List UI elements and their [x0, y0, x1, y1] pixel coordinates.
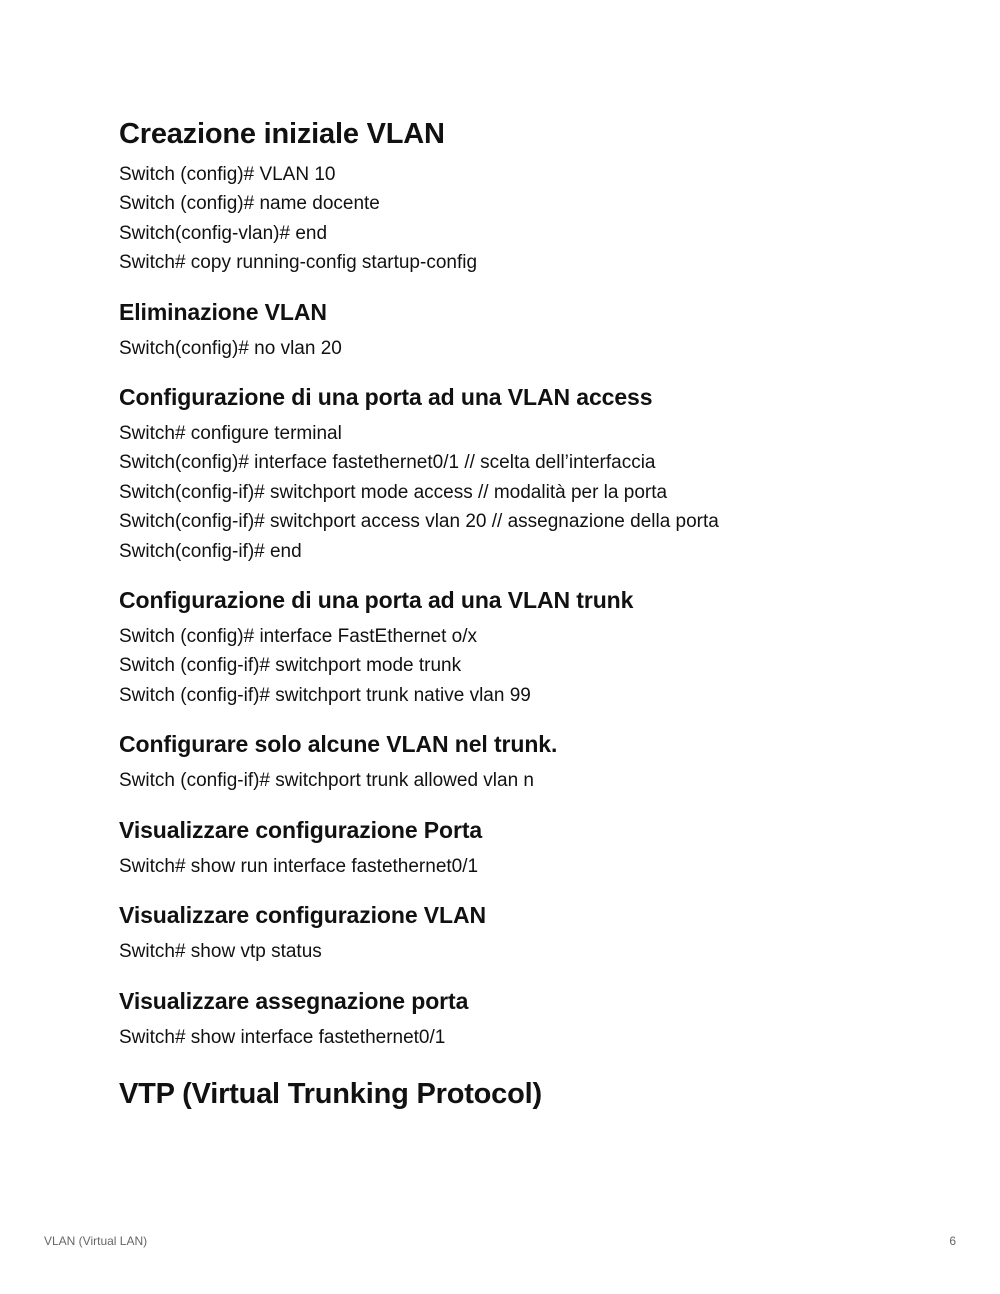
footer-document-title: VLAN (Virtual LAN): [44, 1234, 148, 1248]
code-line: Switch(config)# interface fastethernet0/1 // scelta dell’interfaccia: [119, 452, 656, 474]
code-line: Switch (config-if)# switchport trunk allowed vlan n: [119, 770, 535, 792]
code-line: Switch(config-if)# end: [119, 540, 302, 562]
code-line: Switch(config-if)# switchport mode access // modalità per la porta: [119, 481, 668, 503]
section-porta-access: [119, 381, 939, 566]
heading-creazione-vlan: Creazione iniziale VLAN: [119, 118, 445, 150]
section-visualizzare-vlan: [119, 899, 939, 966]
code-line: Switch(config-if)# switchport access vlan 20 // assegnazione della porta: [119, 511, 719, 533]
section-alcune-vlan-trunk: [119, 728, 939, 795]
code-line: Switch (config-if)# switchport trunk native vlan 99: [119, 684, 531, 706]
code-line: Switch# show interface fastethernet0/1: [119, 1026, 446, 1048]
code-line: Switch# show run interface fastethernet0/1: [119, 855, 479, 877]
section-heading: Configurazione di una porta ad una VLAN access: [119, 384, 653, 411]
code-line: Switch# copy running-config startup-config: [119, 252, 478, 274]
code-line: Switch (config-if)# switchport mode trunk: [119, 655, 462, 677]
section-visualizzare-porta: [119, 814, 939, 881]
heading-vtp: VTP (Virtual Trunking Protocol): [119, 1077, 542, 1110]
code-lines: [119, 160, 939, 278]
code-line: Switch (config)# name docente: [119, 193, 380, 215]
section-heading: Configurare solo alcune VLAN nel trunk.: [119, 731, 558, 758]
code-line: Switch (config)# VLAN 10: [119, 164, 336, 185]
section-eliminazione-vlan: [119, 296, 939, 363]
section-heading: Visualizzare assegnazione porta: [119, 987, 469, 1014]
footer-page-number: 6: [949, 1234, 956, 1248]
code-line: Switch (config)# interface FastEthernet o/x: [119, 626, 477, 648]
code-line: Switch(config)# no vlan 20: [119, 337, 342, 359]
code-line: Switch# show vtp status: [119, 941, 322, 963]
section-porta-trunk: [119, 584, 939, 710]
section-heading: Visualizzare configurazione VLAN: [119, 902, 487, 929]
section-assegnazione-porta: [119, 985, 939, 1052]
section-heading: Visualizzare configurazione Porta: [119, 816, 483, 843]
code-line: Switch(config-vlan)# end: [119, 222, 328, 244]
section-heading: Eliminazione VLAN: [119, 298, 327, 325]
section-creazione-vlan: [119, 114, 939, 278]
code-line: Switch# configure terminal: [119, 423, 342, 445]
document-body: [119, 114, 939, 1120]
section-heading: Configurazione di una porta ad una VLAN trunk: [119, 587, 634, 614]
